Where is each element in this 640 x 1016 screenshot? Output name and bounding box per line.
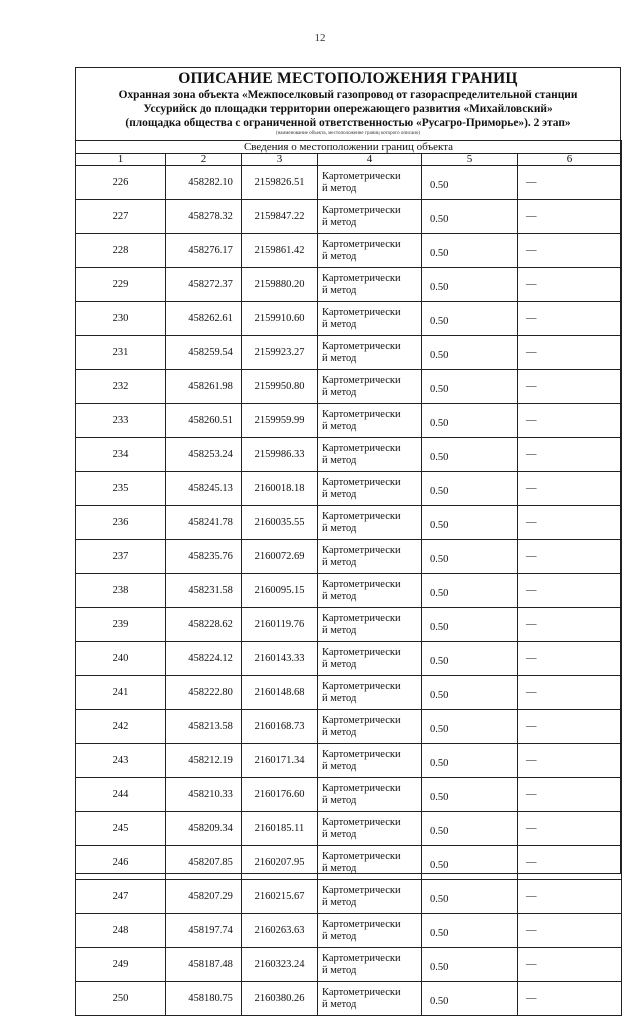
method-text-line-1: Картометрически bbox=[322, 748, 401, 760]
determination-method bbox=[318, 744, 422, 778]
method-text-line-2: й метод bbox=[322, 624, 357, 636]
accuracy-value: 0.50 bbox=[422, 268, 518, 302]
method-text-line-2: й метод bbox=[322, 760, 357, 772]
determination-method bbox=[318, 880, 422, 914]
coordinate-x: 458228.62 bbox=[166, 608, 242, 642]
coordinate-x: 458241.78 bbox=[166, 506, 242, 540]
point-description: — bbox=[518, 744, 622, 778]
accuracy-value: 0.50 bbox=[422, 948, 518, 982]
accuracy-value: 0.50 bbox=[422, 166, 518, 200]
method-text-line-1: Картометрически bbox=[322, 272, 401, 284]
method-text-line-1: Картометрически bbox=[322, 850, 401, 862]
accuracy-value: 0.50 bbox=[422, 914, 518, 948]
point-number: 250 bbox=[76, 982, 166, 1016]
coordinate-y: 2160119.76 bbox=[242, 608, 318, 642]
coordinate-y: 2159986.33 bbox=[242, 438, 318, 472]
table-row bbox=[76, 914, 622, 948]
coordinate-x: 458213.58 bbox=[166, 710, 242, 744]
point-description: — bbox=[518, 302, 622, 336]
coordinate-y: 2160095.15 bbox=[242, 574, 318, 608]
coordinate-x: 458222.80 bbox=[166, 676, 242, 710]
method-text-line-2: й метод bbox=[322, 828, 357, 840]
object-name-caption: (наименование объекта, местоположение границ которого описано) bbox=[275, 131, 421, 136]
accuracy-value: 0.50 bbox=[422, 744, 518, 778]
determination-method bbox=[318, 846, 422, 880]
determination-method bbox=[318, 812, 422, 846]
table-row bbox=[76, 506, 622, 540]
accuracy-value: 0.50 bbox=[422, 200, 518, 234]
method-text-line-2: й метод bbox=[322, 420, 357, 432]
coordinate-x: 458207.85 bbox=[166, 846, 242, 880]
point-description: — bbox=[518, 370, 622, 404]
object-name-line-2: Уссурийск до площадки территории опережающего развития «Михайловский» bbox=[143, 103, 553, 115]
determination-method bbox=[318, 914, 422, 948]
method-text-line-1: Картометрически bbox=[322, 986, 401, 998]
table-row bbox=[76, 948, 622, 982]
method-text-line-2: й метод bbox=[322, 692, 357, 704]
coordinate-x: 458212.19 bbox=[166, 744, 242, 778]
coordinate-x: 458197.74 bbox=[166, 914, 242, 948]
coordinate-y: 2160018.18 bbox=[242, 472, 318, 506]
point-description: — bbox=[518, 438, 622, 472]
accuracy-value: 0.50 bbox=[422, 710, 518, 744]
determination-method bbox=[318, 268, 422, 302]
coordinate-y: 2159923.27 bbox=[242, 336, 318, 370]
coordinate-y: 2160148.68 bbox=[242, 676, 318, 710]
coordinate-y: 2160263.63 bbox=[242, 914, 318, 948]
method-text-line-2: й метод bbox=[322, 386, 357, 398]
accuracy-value: 0.50 bbox=[422, 234, 518, 268]
coordinate-y: 2159950.80 bbox=[242, 370, 318, 404]
point-description: — bbox=[518, 948, 622, 982]
table-row bbox=[76, 370, 622, 404]
method-text-line-2: й метод bbox=[322, 284, 357, 296]
point-number: 244 bbox=[76, 778, 166, 812]
table-row bbox=[76, 710, 622, 744]
document-title: ОПИСАНИЕ МЕСТОПОЛОЖЕНИЯ ГРАНИЦ bbox=[178, 70, 518, 87]
coordinate-x: 458272.37 bbox=[166, 268, 242, 302]
method-text-line-2: й метод bbox=[322, 658, 357, 670]
page-number: 12 bbox=[314, 32, 326, 44]
point-description: — bbox=[518, 472, 622, 506]
coordinate-x: 458262.61 bbox=[166, 302, 242, 336]
coordinate-x: 458260.51 bbox=[166, 404, 242, 438]
column-header: 2 bbox=[166, 154, 242, 166]
point-number: 249 bbox=[76, 948, 166, 982]
method-text-line-2: й метод bbox=[322, 182, 357, 194]
point-number: 227 bbox=[76, 200, 166, 234]
point-number: 230 bbox=[76, 302, 166, 336]
point-description: — bbox=[518, 336, 622, 370]
accuracy-value: 0.50 bbox=[422, 778, 518, 812]
method-text-line-2: й метод bbox=[322, 964, 357, 976]
point-description: — bbox=[518, 268, 622, 302]
coordinate-x: 458261.98 bbox=[166, 370, 242, 404]
accuracy-value: 0.50 bbox=[422, 404, 518, 438]
method-text-line-2: й метод bbox=[322, 590, 357, 602]
point-description: — bbox=[518, 676, 622, 710]
method-text-line-1: Картометрически bbox=[322, 170, 401, 182]
determination-method bbox=[318, 982, 422, 1016]
coordinate-y: 2159826.51 bbox=[242, 166, 318, 200]
method-text-line-2: й метод bbox=[322, 556, 357, 568]
method-text-line-2: й метод bbox=[322, 862, 357, 874]
table-row bbox=[76, 404, 622, 438]
method-text-line-1: Картометрически bbox=[322, 408, 401, 420]
document-header bbox=[76, 68, 620, 137]
point-description: — bbox=[518, 982, 622, 1016]
table-row bbox=[76, 812, 622, 846]
point-number: 235 bbox=[76, 472, 166, 506]
point-number: 234 bbox=[76, 438, 166, 472]
point-description: — bbox=[518, 540, 622, 574]
column-header: 6 bbox=[518, 154, 622, 166]
coordinate-x: 458282.10 bbox=[166, 166, 242, 200]
determination-method bbox=[318, 608, 422, 642]
coordinate-y: 2159880.20 bbox=[242, 268, 318, 302]
point-description: — bbox=[518, 166, 622, 200]
method-text-line-1: Картометрически bbox=[322, 306, 401, 318]
coordinate-y: 2159861.42 bbox=[242, 234, 318, 268]
method-text-line-2: й метод bbox=[322, 488, 357, 500]
coordinate-x: 458253.24 bbox=[166, 438, 242, 472]
column-header: 5 bbox=[422, 154, 518, 166]
determination-method bbox=[318, 948, 422, 982]
point-number: 237 bbox=[76, 540, 166, 574]
method-text-line-1: Картометрически bbox=[322, 578, 401, 590]
coordinate-y: 2160380.26 bbox=[242, 982, 318, 1016]
point-number: 238 bbox=[76, 574, 166, 608]
column-number-row bbox=[76, 154, 622, 166]
point-description: — bbox=[518, 846, 622, 880]
object-name-line-1: Охранная зона объекта «Межпоселковый газопровод от газораспределительной станции bbox=[118, 89, 578, 101]
coordinate-x: 458187.48 bbox=[166, 948, 242, 982]
point-number: 239 bbox=[76, 608, 166, 642]
method-text-line-2: й метод bbox=[322, 352, 357, 364]
method-text-line-1: Картометрически bbox=[322, 238, 401, 250]
table-section-title-row bbox=[76, 141, 622, 154]
method-text-line-2: й метод bbox=[322, 930, 357, 942]
point-description: — bbox=[518, 642, 622, 676]
method-text-line-2: й метод bbox=[322, 318, 357, 330]
point-description: — bbox=[518, 404, 622, 438]
table-section-title: Сведения о местоположении границ объекта bbox=[76, 141, 622, 154]
method-text-line-2: й метод bbox=[322, 454, 357, 466]
method-text-line-1: Картометрически bbox=[322, 918, 401, 930]
point-number: 246 bbox=[76, 846, 166, 880]
method-text-line-1: Картометрически bbox=[322, 680, 401, 692]
accuracy-value: 0.50 bbox=[422, 676, 518, 710]
determination-method bbox=[318, 200, 422, 234]
method-text-line-1: Картометрически bbox=[322, 442, 401, 454]
point-number: 232 bbox=[76, 370, 166, 404]
table-row bbox=[76, 880, 622, 914]
coordinate-x: 458224.12 bbox=[166, 642, 242, 676]
coordinate-y: 2160185.11 bbox=[242, 812, 318, 846]
method-text-line-1: Картометрически bbox=[322, 646, 401, 658]
coordinate-y: 2159959.99 bbox=[242, 404, 318, 438]
table-row bbox=[76, 438, 622, 472]
coordinate-x: 458245.13 bbox=[166, 472, 242, 506]
coordinate-x: 458180.75 bbox=[166, 982, 242, 1016]
accuracy-value: 0.50 bbox=[422, 880, 518, 914]
coordinate-y: 2160072.69 bbox=[242, 540, 318, 574]
table-row bbox=[76, 744, 622, 778]
method-text-line-1: Картометрически bbox=[322, 510, 401, 522]
determination-method bbox=[318, 336, 422, 370]
method-text-line-1: Картометрически bbox=[322, 782, 401, 794]
column-header: 4 bbox=[318, 154, 422, 166]
table-row bbox=[76, 676, 622, 710]
accuracy-value: 0.50 bbox=[422, 302, 518, 336]
accuracy-value: 0.50 bbox=[422, 642, 518, 676]
coordinate-x: 458276.17 bbox=[166, 234, 242, 268]
point-number: 233 bbox=[76, 404, 166, 438]
coordinate-y: 2160143.33 bbox=[242, 642, 318, 676]
point-description: — bbox=[518, 234, 622, 268]
coordinate-y: 2160176.60 bbox=[242, 778, 318, 812]
coordinate-x: 458210.33 bbox=[166, 778, 242, 812]
coordinate-x: 458231.58 bbox=[166, 574, 242, 608]
accuracy-value: 0.50 bbox=[422, 982, 518, 1016]
point-number: 245 bbox=[76, 812, 166, 846]
point-description: — bbox=[518, 710, 622, 744]
method-text-line-1: Картометрически bbox=[322, 374, 401, 386]
coordinate-y: 2160323.24 bbox=[242, 948, 318, 982]
method-text-line-1: Картометрически bbox=[322, 340, 401, 352]
determination-method bbox=[318, 404, 422, 438]
accuracy-value: 0.50 bbox=[422, 608, 518, 642]
coordinate-y: 2160215.67 bbox=[242, 880, 318, 914]
determination-method bbox=[318, 778, 422, 812]
table-row bbox=[76, 200, 622, 234]
point-description: — bbox=[518, 574, 622, 608]
point-number: 228 bbox=[76, 234, 166, 268]
coordinates-table bbox=[75, 140, 622, 1016]
point-number: 231 bbox=[76, 336, 166, 370]
coordinate-y: 2160207.95 bbox=[242, 846, 318, 880]
determination-method bbox=[318, 574, 422, 608]
method-text-line-2: й метод bbox=[322, 726, 357, 738]
point-description: — bbox=[518, 880, 622, 914]
determination-method bbox=[318, 472, 422, 506]
accuracy-value: 0.50 bbox=[422, 540, 518, 574]
coordinate-x: 458259.54 bbox=[166, 336, 242, 370]
determination-method bbox=[318, 676, 422, 710]
point-description: — bbox=[518, 608, 622, 642]
accuracy-value: 0.50 bbox=[422, 812, 518, 846]
method-text-line-2: й метод bbox=[322, 216, 357, 228]
determination-method bbox=[318, 506, 422, 540]
table-row bbox=[76, 166, 622, 200]
determination-method bbox=[318, 234, 422, 268]
method-text-line-2: й метод bbox=[322, 998, 357, 1010]
method-text-line-1: Картометрически bbox=[322, 714, 401, 726]
table-row bbox=[76, 268, 622, 302]
determination-method bbox=[318, 370, 422, 404]
table-row bbox=[76, 574, 622, 608]
coordinate-x: 458209.34 bbox=[166, 812, 242, 846]
determination-method bbox=[318, 642, 422, 676]
point-description: — bbox=[518, 914, 622, 948]
method-text-line-1: Картометрически bbox=[322, 476, 401, 488]
point-number: 248 bbox=[76, 914, 166, 948]
object-name-line-3: (площадка общества с ограниченной ответственностью «Русагро-Приморье»). 2 этап» bbox=[125, 117, 571, 129]
coordinate-y: 2160168.73 bbox=[242, 710, 318, 744]
table-row bbox=[76, 982, 622, 1016]
method-text-line-1: Картометрически bbox=[322, 816, 401, 828]
method-text-line-1: Картометрически bbox=[322, 952, 401, 964]
table-row bbox=[76, 846, 622, 880]
method-text-line-1: Картометрически bbox=[322, 612, 401, 624]
table-row bbox=[76, 642, 622, 676]
coordinate-y: 2159910.60 bbox=[242, 302, 318, 336]
table-row bbox=[76, 608, 622, 642]
point-description: — bbox=[518, 778, 622, 812]
point-description: — bbox=[518, 812, 622, 846]
point-number: 241 bbox=[76, 676, 166, 710]
method-text-line-1: Картометрически bbox=[322, 884, 401, 896]
method-text-line-2: й метод bbox=[322, 250, 357, 262]
coordinate-y: 2160171.34 bbox=[242, 744, 318, 778]
accuracy-value: 0.50 bbox=[422, 574, 518, 608]
table-row bbox=[76, 234, 622, 268]
coordinate-y: 2159847.22 bbox=[242, 200, 318, 234]
boundary-description-frame bbox=[75, 67, 621, 1010]
accuracy-value: 0.50 bbox=[422, 370, 518, 404]
accuracy-value: 0.50 bbox=[422, 472, 518, 506]
determination-method bbox=[318, 438, 422, 472]
table-row bbox=[76, 778, 622, 812]
accuracy-value: 0.50 bbox=[422, 846, 518, 880]
table-row bbox=[76, 472, 622, 506]
coordinate-x: 458207.29 bbox=[166, 880, 242, 914]
determination-method bbox=[318, 540, 422, 574]
point-number: 236 bbox=[76, 506, 166, 540]
coordinate-x: 458235.76 bbox=[166, 540, 242, 574]
point-number: 240 bbox=[76, 642, 166, 676]
column-header: 1 bbox=[76, 154, 166, 166]
method-text-line-1: Картометрически bbox=[322, 204, 401, 216]
table-row bbox=[76, 302, 622, 336]
table-row bbox=[76, 336, 622, 370]
column-header: 3 bbox=[242, 154, 318, 166]
accuracy-value: 0.50 bbox=[422, 506, 518, 540]
determination-method bbox=[318, 710, 422, 744]
determination-method bbox=[318, 302, 422, 336]
determination-method bbox=[318, 166, 422, 200]
point-description: — bbox=[518, 506, 622, 540]
coordinate-x: 458278.32 bbox=[166, 200, 242, 234]
point-number: 243 bbox=[76, 744, 166, 778]
point-number: 226 bbox=[76, 166, 166, 200]
method-text-line-2: й метод bbox=[322, 896, 357, 908]
point-description: — bbox=[518, 200, 622, 234]
point-number: 247 bbox=[76, 880, 166, 914]
coordinate-y: 2160035.55 bbox=[242, 506, 318, 540]
accuracy-value: 0.50 bbox=[422, 336, 518, 370]
table-row bbox=[76, 540, 622, 574]
method-text-line-2: й метод bbox=[322, 794, 357, 806]
method-text-line-2: й метод bbox=[322, 522, 357, 534]
point-number: 242 bbox=[76, 710, 166, 744]
accuracy-value: 0.50 bbox=[422, 438, 518, 472]
method-text-line-1: Картометрически bbox=[322, 544, 401, 556]
point-number: 229 bbox=[76, 268, 166, 302]
coordinates-table-body bbox=[76, 166, 622, 1016]
